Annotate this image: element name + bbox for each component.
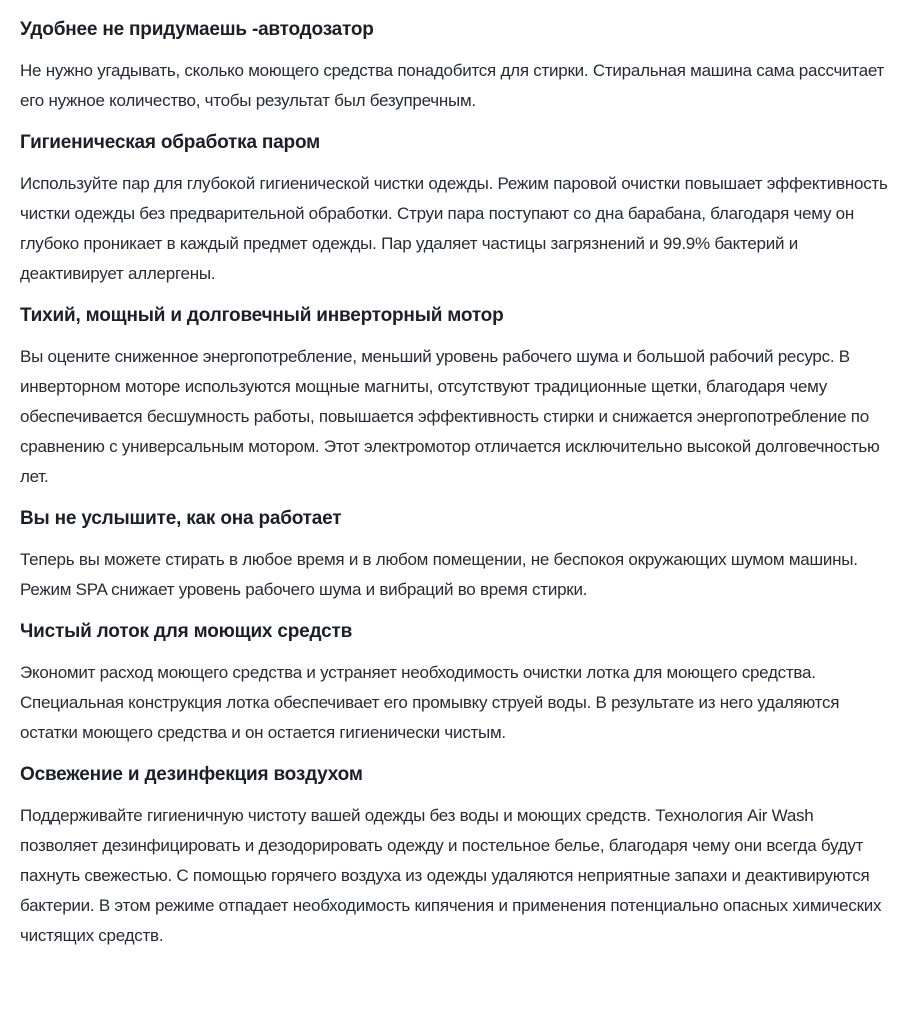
section-paragraph: Поддерживайте гигиеничную чистоту вашей одежды без воды и моющих средств. Технология Air Wash позволяет дезинфицировать и дезодорировать одежду и постельное белье, благодаря чему они всегда будут пахнуть свежестью. С помощью горячего воздуха из одежды удаляются неприятные запахи и деактивируются бактерии. В этом режиме отпадает необходимость кипячения и применения потенциально опасных химических чистящих средств. — [20, 806, 882, 945]
section-heading: Освежение и дезинфекция воздухом — [20, 764, 363, 785]
section-paragraph: Экономит расход моющего средства и устраняет необходимость очистки лотка для моющего средства. Специальная конструкция лотка обеспечивает его промывку струей воды. В результате из него удаляются остатки моющего средства и он остается гигиенически чистым. — [20, 663, 840, 742]
feature-section-air-wash — [20, 763, 888, 951]
section-paragraph: Не нужно угадывать, сколько моющего средства понадобится для стирки. Стиральная машина сама рассчитает его нужное количество, чтобы результат был безупречным. — [20, 61, 885, 110]
section-heading: Удобнее не придумаешь -автодозатор — [20, 19, 374, 40]
section-heading: Вы не услышите, как она работает — [20, 508, 342, 529]
section-paragraph: Используйте пар для глубокой гигиенической чистки одежды. Режим паровой очистки повышает эффективность чистки одежды без предварительной обработки. Струи пара поступают со дна барабана, благодаря чему он глубоко проникает в каждый предмет одежды. Пар удаляет частицы загрязнений и 99.9% бактерий и деактивирует аллергены. — [20, 174, 888, 283]
section-heading: Тихий, мощный и долговечный инверторный мотор — [20, 305, 504, 326]
section-paragraph: Вы оцените сниженное энергопотребление, меньший уровень рабочего шума и большой рабочий ресурс. В инверторном моторе используются мощные магниты, отсутствуют традиционные щетки, благодаря чему обеспечивается бесшумность работы, повышается эффективность стирки и снижается энергопотребление по сравнению с универсальным мотором. Этот электромотор отличается исключительно высокой долговечностью лет. — [20, 347, 880, 486]
feature-section-clean-tray — [20, 620, 888, 748]
section-heading: Чистый лоток для моющих средств — [20, 621, 353, 642]
section-paragraph: Теперь вы можете стирать в любое время и в любом помещении, не беспокоя окружающих шумом машины. Режим SPA снижает уровень рабочего шума и вибраций во время стирки. — [20, 550, 858, 599]
feature-section-inverter-motor — [20, 304, 888, 492]
feature-section-quiet — [20, 507, 888, 605]
feature-section-autodose — [20, 18, 888, 116]
section-heading: Гигиеническая обработка паром — [20, 132, 320, 153]
feature-section-steam — [20, 131, 888, 289]
